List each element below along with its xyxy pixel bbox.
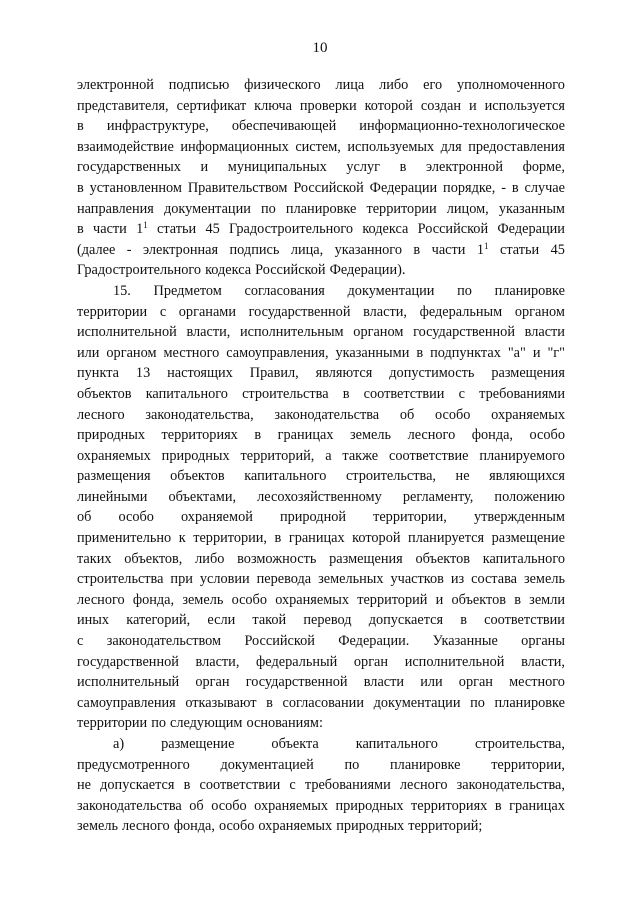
- word: природных: [77, 427, 146, 444]
- word: информационно-технологическое: [359, 118, 565, 135]
- word: объектов,: [124, 550, 183, 567]
- word: лица,: [290, 241, 324, 258]
- word: капитального: [145, 385, 228, 402]
- text-line: [77, 425, 565, 446]
- word: состава: [471, 571, 517, 588]
- word: капитального: [244, 468, 327, 485]
- word: природных: [336, 818, 405, 835]
- word: федеральный: [256, 653, 338, 670]
- text-line: [77, 569, 565, 590]
- word: законодательства: [274, 406, 380, 423]
- word: лесного: [399, 777, 448, 794]
- word: в: [399, 159, 407, 176]
- word: объектов: [77, 385, 132, 402]
- word: или: [420, 674, 443, 691]
- word: электронная: [143, 241, 219, 258]
- word: электронной: [426, 159, 503, 176]
- word: случае: [524, 179, 565, 196]
- word: территории: [77, 303, 148, 320]
- word: либо: [379, 77, 409, 93]
- word: в: [342, 385, 350, 402]
- text-line: [77, 96, 565, 117]
- word: особо: [118, 509, 154, 526]
- word: электронной: [77, 77, 154, 93]
- word: в: [413, 241, 421, 258]
- word: по: [344, 756, 360, 773]
- word: не: [77, 777, 91, 794]
- word: территорий,: [240, 447, 315, 464]
- word: настоящих: [167, 365, 233, 382]
- word: фонда,: [132, 591, 175, 608]
- word: инфраструктуре,: [106, 118, 209, 135]
- word: Российской: [244, 633, 315, 650]
- word: порядке,: [443, 179, 496, 196]
- word: законодательства,: [145, 406, 254, 423]
- word: земель: [523, 571, 565, 588]
- word: особо: [218, 818, 255, 835]
- text-line: [77, 734, 565, 755]
- word: органы: [521, 633, 565, 650]
- word: и: [532, 344, 541, 361]
- word: в: [460, 612, 467, 629]
- text-line: [77, 281, 565, 302]
- word: государственной: [245, 674, 348, 691]
- text-line: [77, 116, 565, 137]
- word: физического: [244, 77, 321, 93]
- word: Федерации.: [338, 633, 410, 650]
- word: указанного: [334, 241, 402, 258]
- word: являются: [315, 365, 373, 382]
- word: подпись: [229, 241, 280, 258]
- word: его: [423, 77, 443, 93]
- word: власти,: [186, 324, 231, 341]
- word: уполномоченного: [457, 77, 565, 93]
- word: планировке: [390, 756, 461, 773]
- word: особо: [231, 591, 267, 608]
- word: об: [399, 406, 415, 423]
- text-line: [77, 466, 565, 487]
- word: охраняемых: [491, 406, 565, 423]
- word: используемых: [347, 138, 435, 155]
- word: в: [266, 694, 273, 711]
- word: орган: [195, 674, 230, 691]
- text-line: [77, 384, 565, 405]
- word: а: [325, 447, 332, 464]
- word: не: [455, 468, 470, 485]
- word: $1^1$: [476, 240, 489, 258]
- word: части: [431, 241, 466, 258]
- word: следующим: [170, 715, 243, 732]
- word: в: [416, 344, 424, 361]
- word: утвержденным: [473, 509, 565, 526]
- word: Федерации: [369, 179, 438, 196]
- word: 15.: [113, 282, 131, 299]
- word: допускается: [100, 777, 175, 794]
- word: обеспечивающей: [231, 118, 337, 135]
- word: кодекса: [362, 221, 409, 238]
- word: информационных: [180, 138, 289, 155]
- word: и: [469, 97, 477, 114]
- text-line: [77, 775, 565, 796]
- word: требованиями: [304, 777, 391, 794]
- word: строительства,: [474, 736, 565, 752]
- word: власти: [363, 674, 405, 691]
- text-line: [77, 260, 565, 281]
- word: для: [440, 138, 462, 155]
- word: территории,: [193, 530, 267, 547]
- word: исполнительным: [240, 324, 344, 341]
- text-line: [77, 446, 565, 467]
- word: охраняемых: [254, 797, 328, 814]
- text-line: [77, 590, 565, 611]
- word: таких: [77, 550, 112, 567]
- word: лесного: [77, 591, 125, 608]
- text-line: [77, 487, 565, 508]
- word: представителя,: [77, 97, 169, 114]
- body-text: [77, 75, 565, 837]
- word: территорий: [357, 591, 428, 608]
- word: органом: [106, 344, 157, 361]
- text-line: [77, 713, 565, 734]
- word: и: [435, 591, 444, 608]
- word: объекта: [271, 736, 319, 752]
- text-line: [77, 157, 565, 178]
- word: орган: [458, 674, 493, 691]
- word: территории: [366, 200, 437, 217]
- word: власти: [524, 324, 565, 341]
- word: допускается: [368, 612, 444, 629]
- word: земель: [350, 427, 392, 444]
- word: объектов: [415, 550, 471, 567]
- word: используется: [484, 97, 565, 114]
- text-line: [77, 652, 565, 673]
- word: планируемого: [479, 447, 565, 464]
- word: 45: [550, 241, 565, 258]
- word: документации: [347, 282, 435, 299]
- word: линейными: [77, 488, 148, 505]
- word: лесного: [77, 406, 125, 423]
- text-line: [77, 302, 565, 323]
- word: планировке: [285, 200, 357, 217]
- text-line: [77, 343, 565, 364]
- word: согласовании: [282, 694, 364, 711]
- word: об: [189, 797, 204, 814]
- word: иных: [77, 612, 110, 629]
- word: охраняемых: [77, 447, 151, 464]
- word: охраняемой: [181, 509, 253, 526]
- word: применительно: [77, 530, 172, 547]
- text-line: [77, 178, 565, 199]
- word: либо: [195, 550, 225, 567]
- word: федеральным: [419, 303, 503, 320]
- word: исполнительной: [404, 653, 505, 670]
- word: объектов: [451, 591, 506, 608]
- word: Правительством: [187, 179, 288, 196]
- word: исполнительной: [77, 324, 177, 341]
- text-line: [77, 199, 565, 220]
- word: Федерации).: [329, 262, 406, 279]
- word: отказывают: [185, 694, 257, 711]
- word: (далее: [77, 241, 116, 258]
- text-line: [77, 631, 565, 652]
- word: строительства: [77, 571, 164, 588]
- word: особо: [435, 406, 471, 423]
- word: законодательства: [77, 797, 182, 814]
- word: территориях: [161, 427, 238, 444]
- word: соответствии: [484, 612, 565, 629]
- word: услуг: [346, 159, 381, 176]
- word: Указанные: [432, 633, 498, 650]
- word: по: [151, 715, 167, 732]
- word: планируется: [408, 530, 485, 547]
- word: самоуправления,: [226, 344, 329, 361]
- word: такой: [252, 612, 287, 629]
- word: планировке: [494, 694, 565, 711]
- word: власти,: [521, 653, 565, 670]
- word: "г": [547, 344, 565, 361]
- text-line: [77, 363, 565, 384]
- word: муниципальных: [227, 159, 327, 176]
- word: органом: [514, 303, 565, 320]
- word: согласования: [244, 282, 325, 299]
- word: проверки: [299, 97, 357, 114]
- word: земель: [77, 818, 119, 835]
- word: об: [77, 509, 92, 526]
- word: с: [77, 633, 84, 650]
- word: статьи: [499, 241, 540, 258]
- text-line: [77, 755, 565, 776]
- word: $1^1$: [136, 220, 148, 238]
- word: местного: [509, 674, 565, 691]
- word: охраняемых: [275, 591, 349, 608]
- word: капитального: [482, 550, 565, 567]
- word: государственных: [77, 159, 181, 176]
- word: документации: [373, 694, 461, 711]
- word: Российской: [293, 179, 364, 196]
- word: государственной: [248, 303, 351, 320]
- word: Градостроительного: [229, 221, 354, 238]
- word: или: [77, 344, 100, 361]
- word: а): [113, 736, 125, 752]
- word: государственной: [77, 653, 179, 670]
- word: предоставления: [468, 138, 565, 155]
- word: в: [494, 797, 502, 814]
- word: природных: [161, 447, 230, 464]
- word: в: [77, 221, 84, 238]
- word: Российской: [255, 262, 326, 279]
- word: территории,: [373, 509, 447, 526]
- word: участков: [390, 571, 444, 588]
- word: границах: [277, 427, 334, 444]
- word: орган: [353, 653, 389, 670]
- word: "а": [507, 344, 526, 361]
- word: основаниям:: [246, 715, 323, 732]
- word: планировке: [494, 282, 565, 299]
- word: указанным: [498, 200, 565, 217]
- word: особо: [529, 427, 565, 444]
- word: власти,: [195, 653, 240, 670]
- text-line: [77, 240, 565, 261]
- word: власти,: [363, 303, 407, 320]
- word: установленном: [89, 179, 182, 196]
- word: по: [470, 694, 485, 711]
- word: строительства: [242, 385, 329, 402]
- word: лица: [335, 77, 365, 93]
- word: Градостроительного: [77, 262, 202, 279]
- word: особо: [211, 797, 247, 814]
- word: лесохозяйственному: [257, 488, 382, 505]
- word: 13: [135, 365, 151, 382]
- word: размещение: [161, 736, 235, 752]
- word: с: [289, 777, 296, 794]
- word: форме,: [522, 159, 565, 176]
- text-line: [77, 816, 565, 837]
- word: исполнительный: [77, 674, 180, 691]
- word: капитального: [355, 736, 438, 752]
- word: охраняемых: [258, 818, 333, 835]
- word: по: [261, 200, 276, 217]
- page-number: 10: [312, 40, 328, 56]
- word: и: [200, 159, 209, 176]
- word: перевод: [303, 612, 352, 629]
- word: положению: [494, 488, 565, 505]
- word: объектов: [170, 468, 225, 485]
- word: границах: [288, 530, 345, 547]
- text-line: [77, 672, 565, 693]
- word: категорий,: [126, 612, 191, 629]
- word: лицом,: [446, 200, 489, 217]
- word: органом: [353, 324, 404, 341]
- word: соответствие: [389, 447, 469, 464]
- text-line: [77, 796, 565, 817]
- word: также: [342, 447, 379, 464]
- word: направления: [77, 200, 154, 217]
- word: территориях: [411, 797, 488, 814]
- word: в: [254, 427, 262, 444]
- word: в: [183, 777, 191, 794]
- word: в: [77, 118, 84, 135]
- word: размещение: [491, 530, 565, 547]
- word: Правил,: [249, 365, 299, 382]
- word: лесного: [407, 427, 456, 444]
- word: Федерации: [497, 221, 565, 238]
- word: перевода: [256, 571, 312, 588]
- word: при: [170, 571, 193, 588]
- word: законодательства,: [456, 777, 565, 794]
- word: допустимость: [389, 365, 475, 382]
- text-line: [77, 610, 565, 631]
- word: фонда,: [471, 427, 514, 444]
- word: размещения: [329, 550, 403, 567]
- word: возможность: [237, 550, 317, 567]
- word: 45: [205, 221, 220, 238]
- word: из: [450, 571, 465, 588]
- word: если: [207, 612, 236, 629]
- word: по: [457, 282, 472, 299]
- word: являющихся: [489, 468, 565, 485]
- text-line: [77, 528, 565, 549]
- word: размещения: [77, 468, 151, 485]
- word: указанными: [335, 344, 410, 361]
- word: территории,: [491, 756, 565, 773]
- word: с: [458, 385, 465, 402]
- word: земельных: [318, 571, 384, 588]
- word: территорий;: [408, 818, 483, 835]
- word: земель: [182, 591, 224, 608]
- word: размещения: [491, 365, 565, 382]
- word: объектами,: [168, 488, 237, 505]
- word: Предметом: [153, 282, 222, 299]
- word: самоуправления: [77, 694, 176, 711]
- word: документацией: [220, 756, 314, 773]
- word: законодательством: [106, 633, 222, 650]
- word: фонда,: [173, 818, 215, 835]
- word: документации: [163, 200, 251, 217]
- word: статьи: [157, 221, 197, 238]
- text-line: [77, 693, 565, 714]
- word: местного: [163, 344, 220, 361]
- word: взаимодействие: [77, 138, 174, 155]
- text-line: [77, 549, 565, 570]
- word: строительства,: [345, 468, 436, 485]
- word: требованиями: [479, 385, 565, 402]
- word: природных: [335, 797, 404, 814]
- word: в: [514, 591, 521, 608]
- word: соответствии: [363, 385, 445, 402]
- word: условии: [199, 571, 250, 588]
- word: подпунктах: [430, 344, 501, 361]
- word: пункта: [77, 365, 119, 382]
- word: кодекса: [205, 262, 252, 279]
- word: земли: [529, 591, 565, 608]
- word: которой: [364, 97, 413, 114]
- word: Российской: [417, 221, 489, 238]
- text-line: [77, 322, 565, 343]
- word: в: [511, 179, 519, 196]
- word: создан: [420, 97, 462, 114]
- text-line: [77, 507, 565, 528]
- word: которой: [352, 530, 401, 547]
- word: лесного: [122, 818, 170, 835]
- word: территории: [77, 715, 148, 732]
- word: подписью: [168, 77, 230, 93]
- word: к: [178, 530, 186, 547]
- text-line: [77, 219, 565, 240]
- word: природной: [279, 509, 347, 526]
- text-line: [77, 137, 565, 158]
- word: в: [77, 179, 84, 196]
- word: границах: [509, 797, 565, 814]
- word: предусмотренного: [77, 756, 190, 773]
- word: -: [501, 179, 506, 196]
- word: в: [274, 530, 282, 547]
- word: органами: [178, 303, 236, 320]
- word: с: [159, 303, 167, 320]
- word: систем,: [295, 138, 341, 155]
- word: государственной: [413, 324, 515, 341]
- word: ключа: [254, 97, 292, 114]
- word: соответствии: [199, 777, 281, 794]
- word: -: [126, 241, 132, 258]
- text-line: [77, 405, 565, 426]
- word: сертификат: [176, 97, 247, 114]
- word: регламенту,: [402, 488, 474, 505]
- text-line: [77, 75, 565, 96]
- word: части: [93, 221, 127, 238]
